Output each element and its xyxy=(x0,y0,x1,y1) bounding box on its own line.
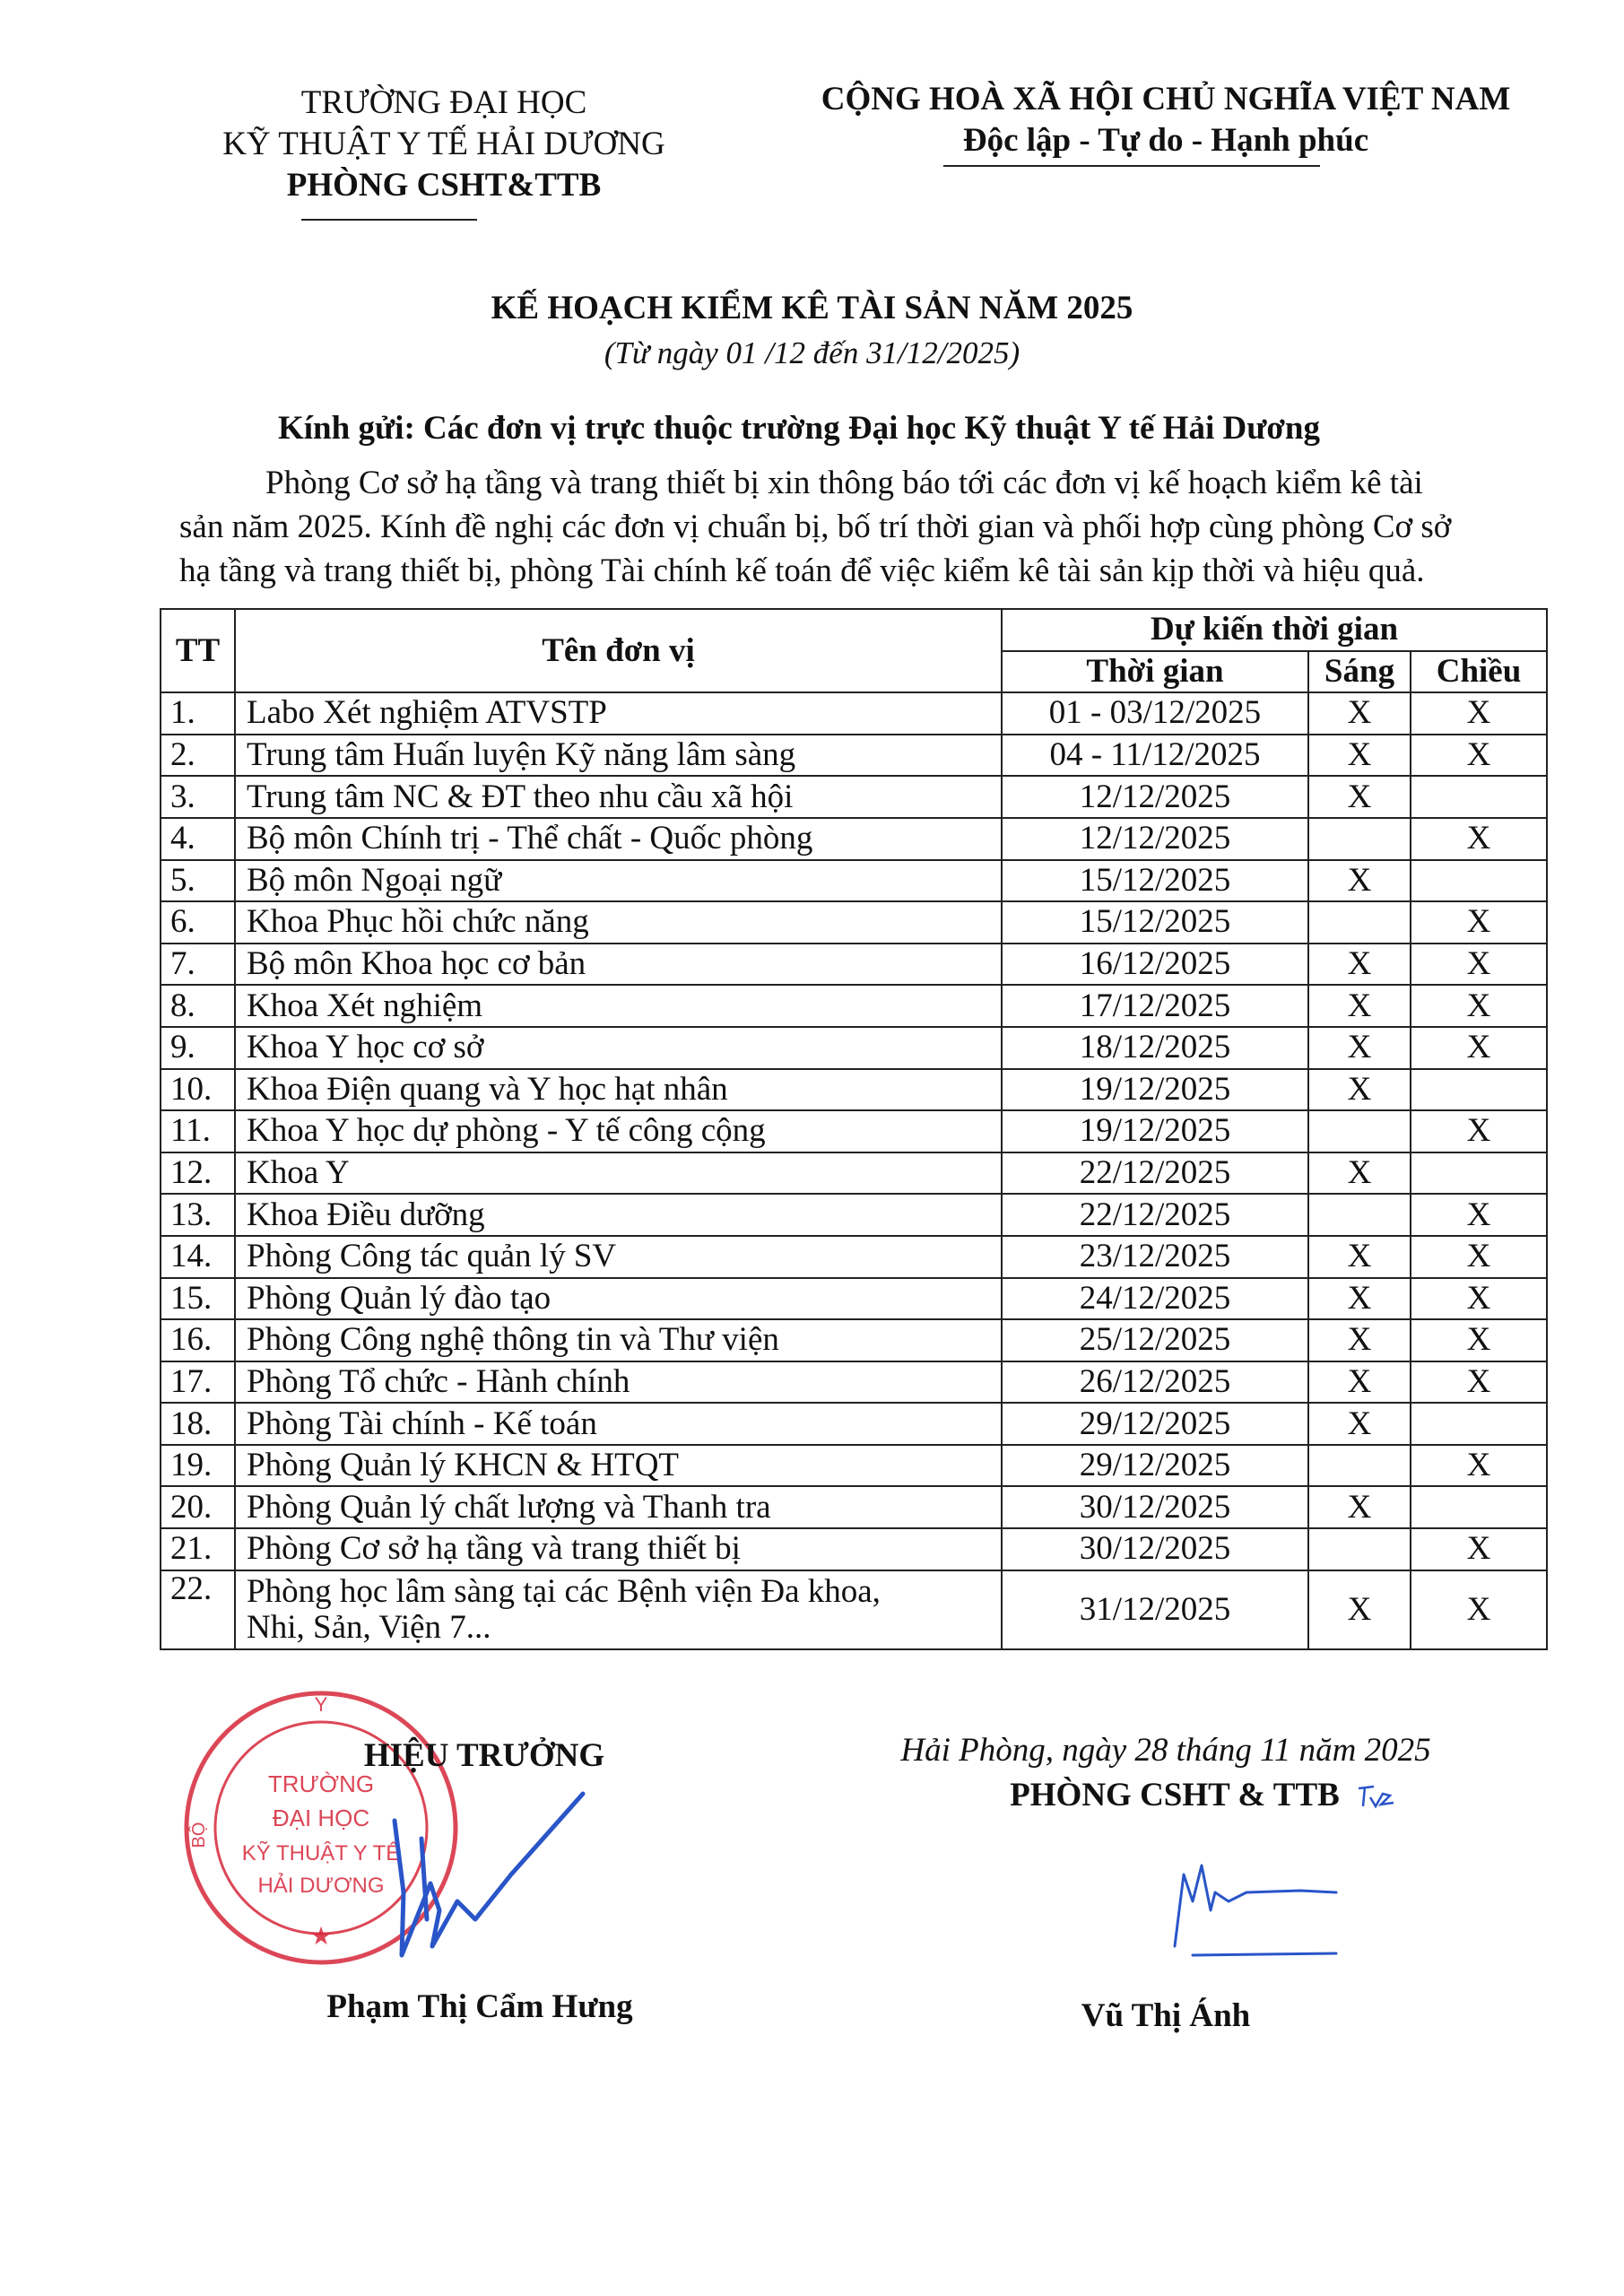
table-row xyxy=(161,1069,1547,1111)
row-date: 22/12/2025 xyxy=(1002,1152,1308,1195)
seal-text-top: Y xyxy=(314,1693,328,1716)
row-number: 7. xyxy=(161,944,235,986)
org-line-3: PHÒNG CSHT&TTB xyxy=(286,167,602,204)
row-number: 14. xyxy=(161,1236,235,1278)
table-row xyxy=(161,1278,1547,1320)
row-unit-name: Phòng Tổ chức - Hành chính xyxy=(235,1361,1002,1404)
row-unit-name: Phòng Tài chính - Kế toán xyxy=(235,1403,1002,1445)
row-afternoon-mark xyxy=(1411,1069,1547,1111)
row-unit-name: Phòng Quản lý chất lượng và Thanh tra xyxy=(235,1486,1002,1528)
row-afternoon-mark: X xyxy=(1411,1027,1547,1069)
table-row xyxy=(161,1486,1547,1528)
row-date: 29/12/2025 xyxy=(1002,1403,1308,1445)
row-morning-mark: X xyxy=(1308,1152,1411,1195)
country-header xyxy=(771,79,1560,161)
row-unit-name: Labo Xét nghiệm ATVSTP xyxy=(235,692,1002,735)
row-morning-mark xyxy=(1308,1528,1411,1570)
row-morning-mark: X xyxy=(1308,1361,1411,1404)
row-number: 11. xyxy=(161,1110,235,1152)
row-number: 4. xyxy=(161,818,235,860)
row-date: 30/12/2025 xyxy=(1002,1528,1308,1570)
table-row xyxy=(161,1319,1547,1361)
row-date: 23/12/2025 xyxy=(1002,1236,1308,1278)
row-unit-name: Khoa Phục hồi chức năng xyxy=(235,901,1002,944)
table-header-row xyxy=(161,609,1547,651)
country-motto: Độc lập - Tự do - Hạnh phúc xyxy=(962,122,1369,159)
row-morning-mark xyxy=(1308,1445,1411,1487)
row-date: 22/12/2025 xyxy=(1002,1194,1308,1236)
row-unit-name: Khoa Y học cơ sở xyxy=(235,1027,1002,1069)
row-morning-mark: X xyxy=(1308,1236,1411,1278)
seal-line-1: TRƯỜNG xyxy=(267,1770,375,1797)
row-unit-name: Phòng Quản lý KHCN & HTQT xyxy=(235,1445,1002,1487)
row-number: 1. xyxy=(161,692,235,735)
row-morning-mark: X xyxy=(1308,944,1411,986)
row-afternoon-mark xyxy=(1411,1152,1547,1195)
row-date: 25/12/2025 xyxy=(1002,1319,1308,1361)
body-line-2: sản năm 2025. Kính đề nghị các đơn vị chuẩn bị, bố trí thời gian và phối hợp cùng phòng Cơ sở xyxy=(179,509,1452,545)
row-afternoon-mark: X xyxy=(1411,1445,1547,1487)
row-afternoon-mark: X xyxy=(1411,735,1547,777)
row-number: 20. xyxy=(161,1486,235,1528)
row-number: 3. xyxy=(161,776,235,818)
body-line-1: Phòng Cơ sở hạ tầng và trang thiết bị xin thông báo tới các đơn vị kế hoạch kiểm kê tài xyxy=(265,465,1423,501)
table-row xyxy=(161,776,1547,818)
row-unit-name-line-1: Phòng học lâm sàng tại các Bệnh viện Đa khoa, xyxy=(247,1572,881,1610)
inventory-schedule-table xyxy=(160,608,1548,1650)
row-morning-mark: X xyxy=(1308,985,1411,1027)
row-afternoon-mark: X xyxy=(1411,944,1547,986)
table-row xyxy=(161,944,1547,986)
row-unit-name: Khoa Điều dưỡng xyxy=(235,1194,1002,1236)
row-unit-name: Khoa Xét nghiệm xyxy=(235,985,1002,1027)
row-unit-name: Khoa Y xyxy=(235,1152,1002,1195)
row-afternoon-mark: X xyxy=(1411,1278,1547,1320)
row-unit-name: Bộ môn Khoa học cơ bản xyxy=(235,944,1002,986)
left-signer-title: HIỆU TRƯỞNG xyxy=(363,1737,605,1774)
row-unit-name: Phòng Cơ sở hạ tầng và trang thiết bị xyxy=(235,1528,1002,1570)
row-afternoon-mark: X xyxy=(1411,1361,1547,1404)
row-number: 19. xyxy=(161,1445,235,1487)
row-number: 8. xyxy=(161,985,235,1027)
table-row xyxy=(161,1403,1547,1445)
row-afternoon-mark xyxy=(1411,776,1547,818)
row-morning-mark: X xyxy=(1308,692,1411,735)
row-morning-mark: X xyxy=(1308,1027,1411,1069)
row-date: 15/12/2025 xyxy=(1002,860,1308,902)
row-morning-mark: X xyxy=(1308,735,1411,777)
row-date: 01 - 03/12/2025 xyxy=(1002,692,1308,735)
table-row xyxy=(161,1152,1547,1195)
row-morning-mark: X xyxy=(1308,1278,1411,1320)
row-unit-name: Bộ môn Ngoại ngữ xyxy=(235,860,1002,902)
org-header xyxy=(179,83,708,206)
table-row xyxy=(161,818,1547,860)
header-tt: TT xyxy=(161,609,235,692)
table-row xyxy=(161,735,1547,777)
country-line-1: CỘNG HOÀ XÃ HỘI CHỦ NGHĨA VIỆT NAM xyxy=(821,81,1511,117)
org-line-1: TRƯỜNG ĐẠI HỌC xyxy=(300,84,587,121)
row-unit-name: Phòng Quản lý đào tạo xyxy=(235,1278,1002,1320)
row-unit-name xyxy=(235,1570,1002,1649)
row-number: 6. xyxy=(161,901,235,944)
row-date: 12/12/2025 xyxy=(1002,776,1308,818)
row-unit-name: Khoa Điện quang và Y học hạt nhân xyxy=(235,1069,1002,1111)
table-row xyxy=(161,1027,1547,1069)
table-row xyxy=(161,692,1547,735)
table-row xyxy=(161,901,1547,944)
table-row xyxy=(161,1110,1547,1152)
row-date: 24/12/2025 xyxy=(1002,1278,1308,1320)
row-morning-mark: X xyxy=(1308,1570,1411,1649)
row-number: 21. xyxy=(161,1528,235,1570)
row-morning-mark: X xyxy=(1308,1319,1411,1361)
recipient-line: Kính gửi: Các đơn vị trực thuộc trường Đại học Kỹ thuật Y tế Hải Dương xyxy=(278,410,1320,447)
initials-mark xyxy=(1354,1778,1399,1813)
row-unit-name: Phòng Công tác quản lý SV xyxy=(235,1236,1002,1278)
seal-line-4: HẢI DƯƠNG xyxy=(257,1874,385,1898)
row-number: 10. xyxy=(161,1069,235,1111)
table-row xyxy=(161,985,1547,1027)
department-head-signature xyxy=(1130,1848,1354,1973)
row-afternoon-mark: X xyxy=(1411,1194,1547,1236)
body-line-3: hạ tầng và trang thiết bị, phòng Tài chính kế toán để việc kiểm kê tài sản kịp thời và hiệu quả. xyxy=(179,552,1425,589)
row-afternoon-mark: X xyxy=(1411,1319,1547,1361)
row-number: 13. xyxy=(161,1194,235,1236)
table-row xyxy=(161,1194,1547,1236)
row-afternoon-mark xyxy=(1411,1403,1547,1445)
header-time: Thời gian xyxy=(1002,651,1308,693)
row-date: 29/12/2025 xyxy=(1002,1445,1308,1487)
table-row xyxy=(161,1361,1547,1404)
place-and-date: Hải Phòng, ngày 28 tháng 11 năm 2025 xyxy=(900,1732,1431,1769)
row-date: 19/12/2025 xyxy=(1002,1069,1308,1111)
row-morning-mark: X xyxy=(1308,1486,1411,1528)
table-row xyxy=(161,1236,1547,1278)
row-unit-name: Bộ môn Chính trị - Thể chất - Quốc phòng xyxy=(235,818,1002,860)
row-afternoon-mark: X xyxy=(1411,818,1547,860)
row-date: 30/12/2025 xyxy=(1002,1486,1308,1528)
row-date: 04 - 11/12/2025 xyxy=(1002,735,1308,777)
row-number: 5. xyxy=(161,860,235,902)
row-afternoon-mark: X xyxy=(1411,692,1547,735)
row-morning-mark: X xyxy=(1308,1403,1411,1445)
row-date: 15/12/2025 xyxy=(1002,901,1308,944)
document-title: KẾ HOẠCH KIỂM KÊ TÀI SẢN NĂM 2025 xyxy=(491,290,1133,326)
row-morning-mark xyxy=(1308,901,1411,944)
right-signer-name: Vũ Thị Ánh xyxy=(1081,1997,1251,2034)
row-unit-name: Trung tâm NC & ĐT theo nhu cầu xã hội xyxy=(235,776,1002,818)
table-row xyxy=(161,1528,1547,1570)
rector-signature xyxy=(377,1785,601,1964)
row-afternoon-mark: X xyxy=(1411,1528,1547,1570)
row-afternoon-mark xyxy=(1411,860,1547,902)
row-date: 31/12/2025 xyxy=(1002,1570,1308,1649)
row-morning-mark: X xyxy=(1308,860,1411,902)
row-afternoon-mark: X xyxy=(1411,1236,1547,1278)
header-afternoon: Chiều xyxy=(1411,651,1547,693)
row-number: 16. xyxy=(161,1319,235,1361)
row-morning-mark xyxy=(1308,1110,1411,1152)
row-date: 12/12/2025 xyxy=(1002,818,1308,860)
row-date: 19/12/2025 xyxy=(1002,1110,1308,1152)
right-signer-title: PHÒNG CSHT & TTB xyxy=(1010,1777,1340,1813)
org-line-2: KỸ THUẬT Y TẾ HẢI DƯƠNG xyxy=(222,126,665,162)
row-morning-mark xyxy=(1308,818,1411,860)
row-date: 26/12/2025 xyxy=(1002,1361,1308,1404)
row-afternoon-mark: X xyxy=(1411,1110,1547,1152)
row-morning-mark: X xyxy=(1308,1069,1411,1111)
header-schedule-group: Dự kiến thời gian xyxy=(1002,609,1547,651)
seal-text-left: BỘ xyxy=(189,1822,209,1848)
row-unit-name: Trung tâm Huấn luyện Kỹ năng lâm sàng xyxy=(235,735,1002,777)
header-morning: Sáng xyxy=(1308,651,1411,693)
row-afternoon-mark: X xyxy=(1411,901,1547,944)
row-afternoon-mark: X xyxy=(1411,1570,1547,1649)
left-signer-name: Phạm Thị Cẩm Hưng xyxy=(326,1988,633,2025)
header-unit-name: Tên đơn vị xyxy=(235,609,1002,692)
document-subtitle: (Từ ngày 01 /12 đến 31/12/2025) xyxy=(604,335,1020,370)
row-number: 12. xyxy=(161,1152,235,1195)
table-row xyxy=(161,860,1547,902)
row-number: 17. xyxy=(161,1361,235,1404)
table-row xyxy=(161,1445,1547,1487)
org-header-underline xyxy=(301,219,477,221)
seal-star-icon: ★ xyxy=(309,1922,333,1950)
row-number: 9. xyxy=(161,1027,235,1069)
row-afternoon-mark xyxy=(1411,1486,1547,1528)
row-date: 17/12/2025 xyxy=(1002,985,1308,1027)
row-number: 22. xyxy=(161,1570,235,1649)
row-unit-name: Phòng Công nghệ thông tin và Thư viện xyxy=(235,1319,1002,1361)
row-unit-name: Khoa Y học dự phòng - Y tế công cộng xyxy=(235,1110,1002,1152)
seal-line-2: ĐẠI HỌC xyxy=(272,1805,370,1831)
row-date: 18/12/2025 xyxy=(1002,1027,1308,1069)
seal-line-3: KỸ THUẬT Y TẾ xyxy=(241,1841,401,1866)
row-date: 16/12/2025 xyxy=(1002,944,1308,986)
row-number: 15. xyxy=(161,1278,235,1320)
motto-underline xyxy=(943,165,1320,167)
row-unit-name-line-2: Nhi, Sản, Viện 7... xyxy=(247,1608,491,1646)
table-row xyxy=(161,1570,1547,1649)
row-afternoon-mark: X xyxy=(1411,985,1547,1027)
row-morning-mark: X xyxy=(1308,776,1411,818)
row-number: 18. xyxy=(161,1403,235,1445)
row-number: 2. xyxy=(161,735,235,777)
row-morning-mark xyxy=(1308,1194,1411,1236)
